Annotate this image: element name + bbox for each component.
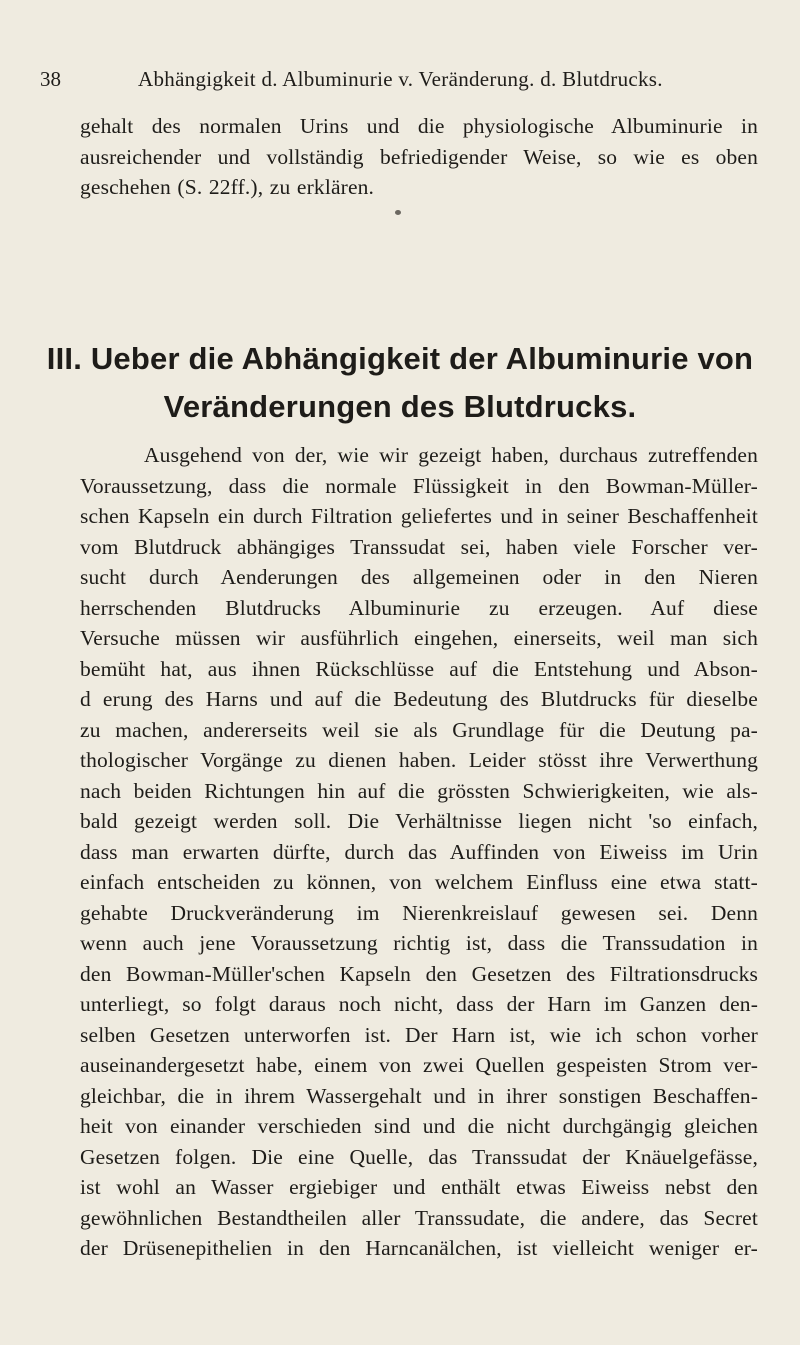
text-line: auseinandergesetzt habe, einem von zwei Quellen gespeisten Strom ver- [80, 1053, 758, 1077]
text-line: heit von einander verschieden sind und die nicht durchgängig gleichen [80, 1114, 758, 1138]
text-line: geschehen (S. 22ff.), zu erklären. [80, 175, 375, 199]
intro-paragraph [80, 111, 758, 203]
text-line: ausreichender und vollständig befriedigender Weise, so wie es oben [80, 144, 758, 169]
text-line: d erung des Harns und auf die Bedeutung des Blutdrucks für dieselbe [80, 687, 758, 711]
section-heading-line-2: Veränderungen des Blutdrucks. [163, 389, 637, 424]
text-line: zu machen, andererseits weil sie als Grundlage für die Deutung pa- [80, 717, 758, 742]
text-line: bald gezeigt werden soll. Die Verhältnisse liegen nicht 'so einfach, [80, 809, 758, 833]
section-heading-line-1: III. Ueber die Abhängigkeit der Albuminurie von [46, 341, 754, 376]
text-line: Versuche müssen wir ausführlich eingehen, einerseits, weil man sich [80, 626, 758, 650]
text-line: einfach entscheiden zu können, von welchem Einfluss eine etwa statt- [80, 870, 758, 894]
text-line: Ausgehend von der, wie wir gezeigt haben, durchaus zutreffenden [144, 443, 758, 467]
text-line: thologischer Vorgänge zu dienen haben. Leider stösst ihre Verwerthung [80, 748, 758, 772]
text-line: Gesetzen folgen. Die eine Quelle, das Transsudat der Knäuelgefässe, [80, 1144, 758, 1169]
print-speck [395, 210, 401, 215]
text-line: ist wohl an Wasser ergiebiger und enthält etwas Eiweiss nebst den [80, 1175, 758, 1199]
text-line: gehalt des normalen Urins und die physiologische Albuminurie in [80, 114, 758, 138]
page-number: 38 [40, 67, 61, 91]
text-line: unterliegt, so folgt daraus noch nicht, dass der Harn im Ganzen den- [80, 992, 758, 1016]
text-line: wenn auch jene Voraussetzung richtig ist, dass die Transsudation in [80, 931, 758, 955]
text-line: dass man erwarten dürfte, durch das Auffinden von Eiweiss im Urin [80, 839, 758, 864]
text-line: den Bowman-Müller'schen Kapseln den Gesetzen des Filtrationsdrucks [80, 961, 758, 986]
text-line: sucht durch Aenderungen des allgemeinen oder in den Nieren [80, 565, 758, 589]
running-header [40, 62, 760, 96]
text-line: Voraussetzung, dass die normale Flüssigkeit in den Bowman-Müller- [80, 473, 758, 498]
text-line: bemüht hat, aus ihnen Rückschlüsse auf die Entstehung und Abson- [80, 656, 758, 681]
text-line: nach beiden Richtungen hin auf die grössten Schwierigkeiten, wie als- [80, 778, 758, 803]
running-title: Abhängigkeit d. Albuminurie v. Veränderung. d. Blutdrucks. [138, 67, 663, 91]
text-line: gewöhnlichen Bestandtheilen aller Transsudate, die andere, das Secret [80, 1205, 758, 1230]
text-line: der Drüsenepithelien in den Harncanälchen, ist vielleicht weniger er- [80, 1236, 758, 1260]
text-line: gleichbar, die in ihrem Wassergehalt und in ihrer sonstigen Beschaffen- [80, 1083, 758, 1108]
text-line: schen Kapseln ein durch Filtration geliefertes und in seiner Beschaffenheit [80, 504, 758, 528]
text-line: gehabte Druckveränderung im Nierenkreislauf gewesen sei. Denn [80, 900, 758, 925]
text-line: selben Gesetzen unterworfen ist. Der Harn ist, wie ich schon vorher [80, 1022, 758, 1047]
text-line: vom Blutdruck abhängiges Transsudat sei, haben viele Forscher ver- [80, 534, 758, 559]
body-paragraph [80, 440, 758, 1264]
text-line: herrschenden Blutdrucks Albuminurie zu erzeugen. Auf diese [80, 595, 758, 620]
